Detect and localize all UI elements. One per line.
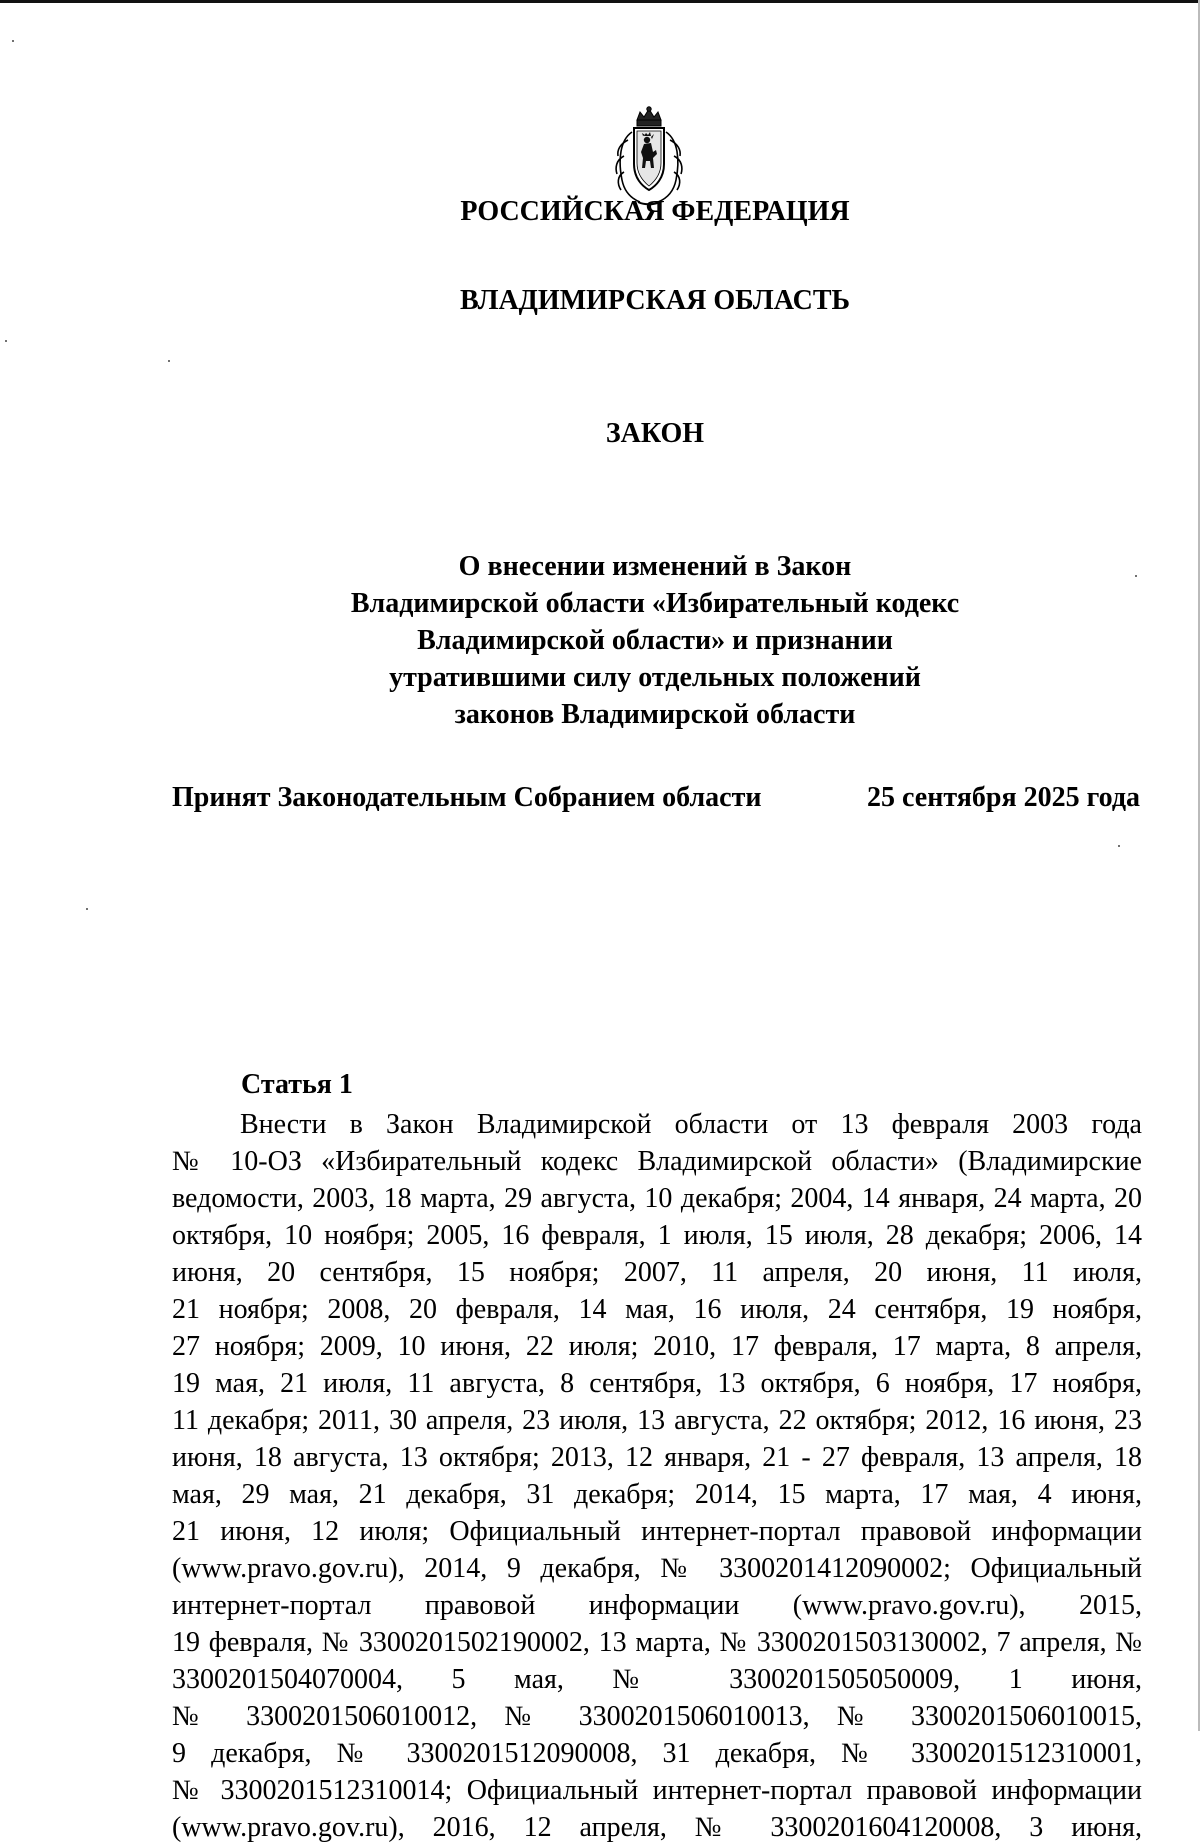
article-line: 21 июня, 12 июля; Официальный интернет-портал правовой информации xyxy=(172,1516,1142,1547)
article-line: интернет-портал правовой информации (www.pravo.gov.ru), 2015, xyxy=(172,1590,1142,1621)
adoption-date: 25 сентября 2025 года xyxy=(867,782,1140,813)
article-body xyxy=(172,1106,1142,1846)
law-title xyxy=(0,548,1200,733)
article-line: № 10-ОЗ «Избирательный кодекс Владимирской области» (Владимирские xyxy=(172,1146,1142,1177)
article-heading: Статья 1 xyxy=(241,1069,353,1100)
region-name: ВЛАДИМИРСКАЯ ОБЛАСТЬ xyxy=(459,285,851,316)
article-line: № 3300201512310014; Официальный интернет-портал правовой информации xyxy=(172,1775,1142,1806)
adoption-label: Принят Законодательным Собранием области xyxy=(172,782,762,813)
scan-speck xyxy=(5,340,7,342)
article-line: № 3300201506010012, № 3300201506010013, № 3300201506010015, xyxy=(172,1701,1142,1732)
scan-speck xyxy=(86,908,88,910)
article-line: мая, 29 мая, 21 декабря, 31 декабря; 2014, 15 марта, 17 мая, 4 июня, xyxy=(172,1479,1142,1510)
article-line: ведомости, 2003, 18 марта, 29 августа, 10 декабря; 2004, 14 января, 24 марта, 20 xyxy=(172,1183,1142,1214)
article-line: (www.pravo.gov.ru), 2014, 9 декабря, № 3300201412090002; Официальный xyxy=(172,1553,1142,1584)
scan-speck xyxy=(168,360,170,362)
law-title-line: О внесении изменений в Закон xyxy=(458,551,852,582)
law-title-line: Владимирской области «Избирательный кодекс xyxy=(350,588,960,619)
article-line: 19 февраля, № 3300201502190002, 13 марта, № 3300201503130002, 7 апреля, № xyxy=(172,1627,1142,1658)
coat-of-arms-icon xyxy=(604,106,694,206)
article-line: (www.pravo.gov.ru), 2016, 12 апреля, № 3300201604120008, 3 июня, xyxy=(172,1812,1142,1843)
law-title-line: Владимирской области» и признании xyxy=(417,625,893,656)
scan-top-edge xyxy=(0,0,1200,3)
document-type: ЗАКОН xyxy=(605,418,705,449)
law-title-line: законов Владимирской области xyxy=(454,699,856,730)
article-line: Внести в Закон Владимирской области от 13 февраля 2003 года xyxy=(240,1109,1142,1140)
article-line: октября, 10 ноября; 2005, 16 февраля, 1 июля, 15 июля, 28 декабря; 2006, 14 xyxy=(172,1220,1142,1251)
scan-speck xyxy=(12,40,14,42)
article-line: 21 ноября; 2008, 20 февраля, 14 мая, 16 июля, 24 сентября, 19 ноября, xyxy=(172,1294,1142,1325)
article-line: 19 мая, 21 июля, 11 августа, 8 сентября, 13 октября, 6 ноября, 17 ноября, xyxy=(172,1368,1142,1399)
article-line: июня, 20 сентября, 15 ноября; 2007, 11 апреля, 20 июня, 11 июля, xyxy=(172,1257,1142,1288)
adoption-line xyxy=(172,782,1140,814)
article-line: 3300201504070004, 5 мая, № 3300201505050009, 1 июня, xyxy=(172,1664,1142,1695)
article-line: 11 декабря; 2011, 30 апреля, 23 июля, 13 августа, 22 октября; 2012, 16 июня, 23 xyxy=(172,1405,1142,1436)
law-title-line: утратившими силу отдельных положений xyxy=(389,662,921,693)
country-name: РОССИЙСКАЯ ФЕДЕРАЦИЯ xyxy=(460,196,850,227)
article-line: июня, 18 августа, 13 октября; 2013, 12 января, 21 - 27 февраля, 13 апреля, 18 xyxy=(172,1442,1142,1473)
article-line: 27 ноября; 2009, 10 июня, 22 июля; 2010, 17 февраля, 17 марта, 8 апреля, xyxy=(172,1331,1142,1362)
article-line: 9 декабря, № 3300201512090008, 31 декабря, № 3300201512310001, xyxy=(172,1738,1142,1769)
scan-speck xyxy=(1118,845,1120,847)
